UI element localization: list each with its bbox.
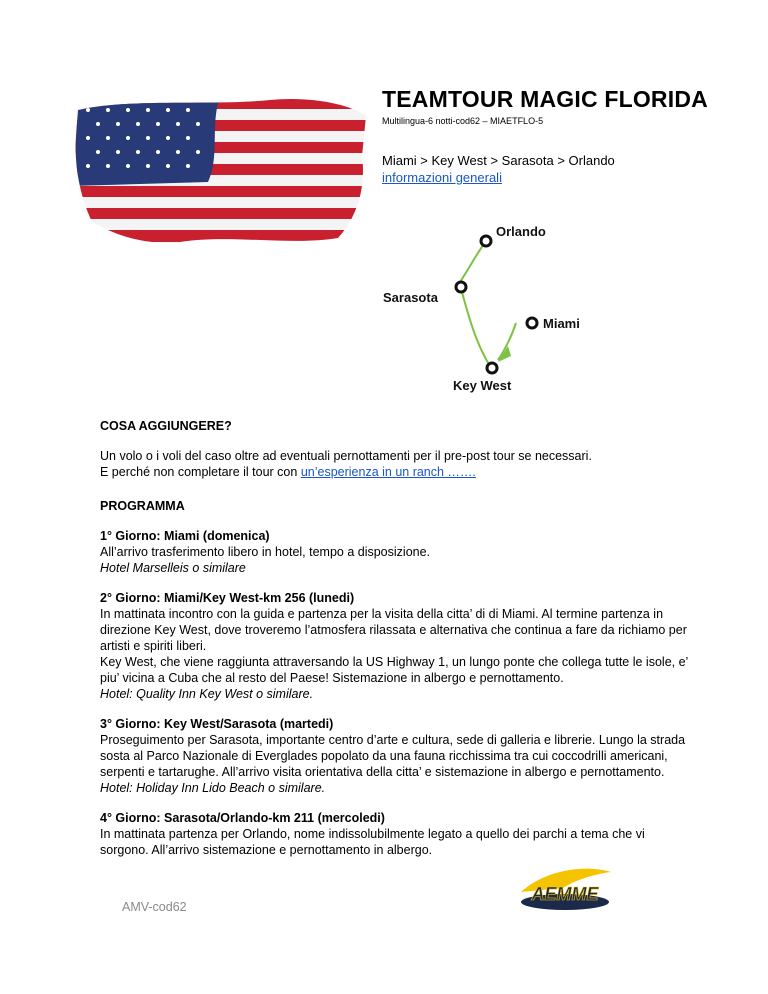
tour-code: Multilingua-6 notti-cod62 – MIAETFLO-5 bbox=[382, 116, 544, 126]
city-marker-orlando bbox=[481, 236, 491, 246]
page-title: TEAMTOUR MAGIC FLORIDA bbox=[382, 86, 708, 112]
day-line: artisti e spiriti liberi. bbox=[100, 639, 207, 653]
day-line: piu’ vicina a Cuba che al resto del Paese! Sistemazione in albergo e pernottamento. bbox=[100, 671, 564, 685]
day-line: sosta al Parco Nazionale di Everglades popolato da una fauna ricchissima tra cui coccodrilli americani, bbox=[100, 749, 668, 763]
day-line: sorgono. All’arrivo sistemazione e pernottamento in albergo. bbox=[100, 843, 433, 857]
city-marker-keywest bbox=[487, 363, 497, 373]
aemme-logo bbox=[515, 862, 615, 914]
extras-line-1: Un volo o i voli del caso oltre ad eventuali pernottamenti per il pre-post tour se necessari. bbox=[100, 449, 592, 463]
day-line: All’arrivo trasferimento libero in hotel, tempo a disposizione. bbox=[100, 545, 431, 559]
usa-flag-image bbox=[70, 96, 370, 246]
city-label-miami: Miami bbox=[543, 316, 580, 331]
day-hotel: Hotel Marselleis o similare bbox=[100, 561, 246, 575]
route-line-sarasota-orlando bbox=[460, 244, 484, 282]
route-line-keywest-sarasota bbox=[462, 292, 490, 366]
day-hotel: Hotel: Quality Inn Key West o similare. bbox=[100, 687, 314, 701]
city-label-keywest: Key West bbox=[453, 378, 512, 393]
day-line: Proseguimento per Sarasota, importante centro d’arte e cultura, sede di galleria e librerie. Lungo la strada bbox=[100, 733, 686, 747]
route-summary: Miami > Key West > Sarasota > Orlando bbox=[382, 153, 615, 168]
day-3 bbox=[100, 716, 685, 796]
footer-code: AMV-cod62 bbox=[122, 900, 187, 914]
extras-line-2-text: E perché non completare il tour con bbox=[100, 465, 301, 479]
day-title: 4° Giorno: Sarasota/Orlando-km 211 (mercoledi) bbox=[100, 811, 385, 825]
day-line: In mattinata incontro con la guida e partenza per la visita della citta’ di di Miami. Al termine partenza in bbox=[100, 607, 664, 621]
day-title: 3° Giorno: Key West/Sarasota (martedi) bbox=[100, 717, 334, 731]
extras-line-2 bbox=[100, 464, 476, 480]
day-title: 2° Giorno: Miami/Key West-km 256 (lunedi) bbox=[100, 591, 355, 605]
day-title: 1° Giorno: Miami (domenica) bbox=[100, 529, 270, 543]
day-line: Key West, che viene raggiunta attraversando la US Highway 1, un lungo ponte che collega tutte le isole, e’ bbox=[100, 655, 689, 669]
city-label-sarasota: Sarasota bbox=[383, 290, 438, 305]
day-2 bbox=[100, 590, 688, 702]
program-heading: PROGRAMMA bbox=[100, 499, 185, 513]
day-hotel: Hotel: Holiday Inn Lido Beach o similare. bbox=[100, 781, 326, 795]
route-map bbox=[380, 210, 580, 400]
general-info-link[interactable]: informazioni generali bbox=[382, 170, 502, 185]
city-marker-miami bbox=[527, 318, 537, 328]
extras-heading: COSA AGGIUNGERE? bbox=[100, 419, 232, 433]
city-marker-sarasota bbox=[456, 282, 466, 292]
ranch-experience-link[interactable]: un’esperienza in un ranch ……. bbox=[300, 465, 476, 479]
day-line: direzione Key West, dove troveremo l’atmosfera rilassata e alternativa che continua a fare da richiamo per bbox=[100, 623, 687, 637]
day-4 bbox=[100, 810, 645, 858]
svg-text:AEMME: AEMME bbox=[531, 884, 599, 904]
day-line: serpenti e tartarughe. All’arrivo visita orientativa della citta’ e sistemazione in albergo e pernottamento. bbox=[100, 765, 665, 779]
day-1 bbox=[100, 528, 430, 576]
city-label-orlando: Orlando bbox=[496, 224, 546, 239]
day-line: In mattinata partenza per Orlando, nome indissolubilmente legato a quello dei parchi a tema che vi bbox=[100, 827, 645, 841]
